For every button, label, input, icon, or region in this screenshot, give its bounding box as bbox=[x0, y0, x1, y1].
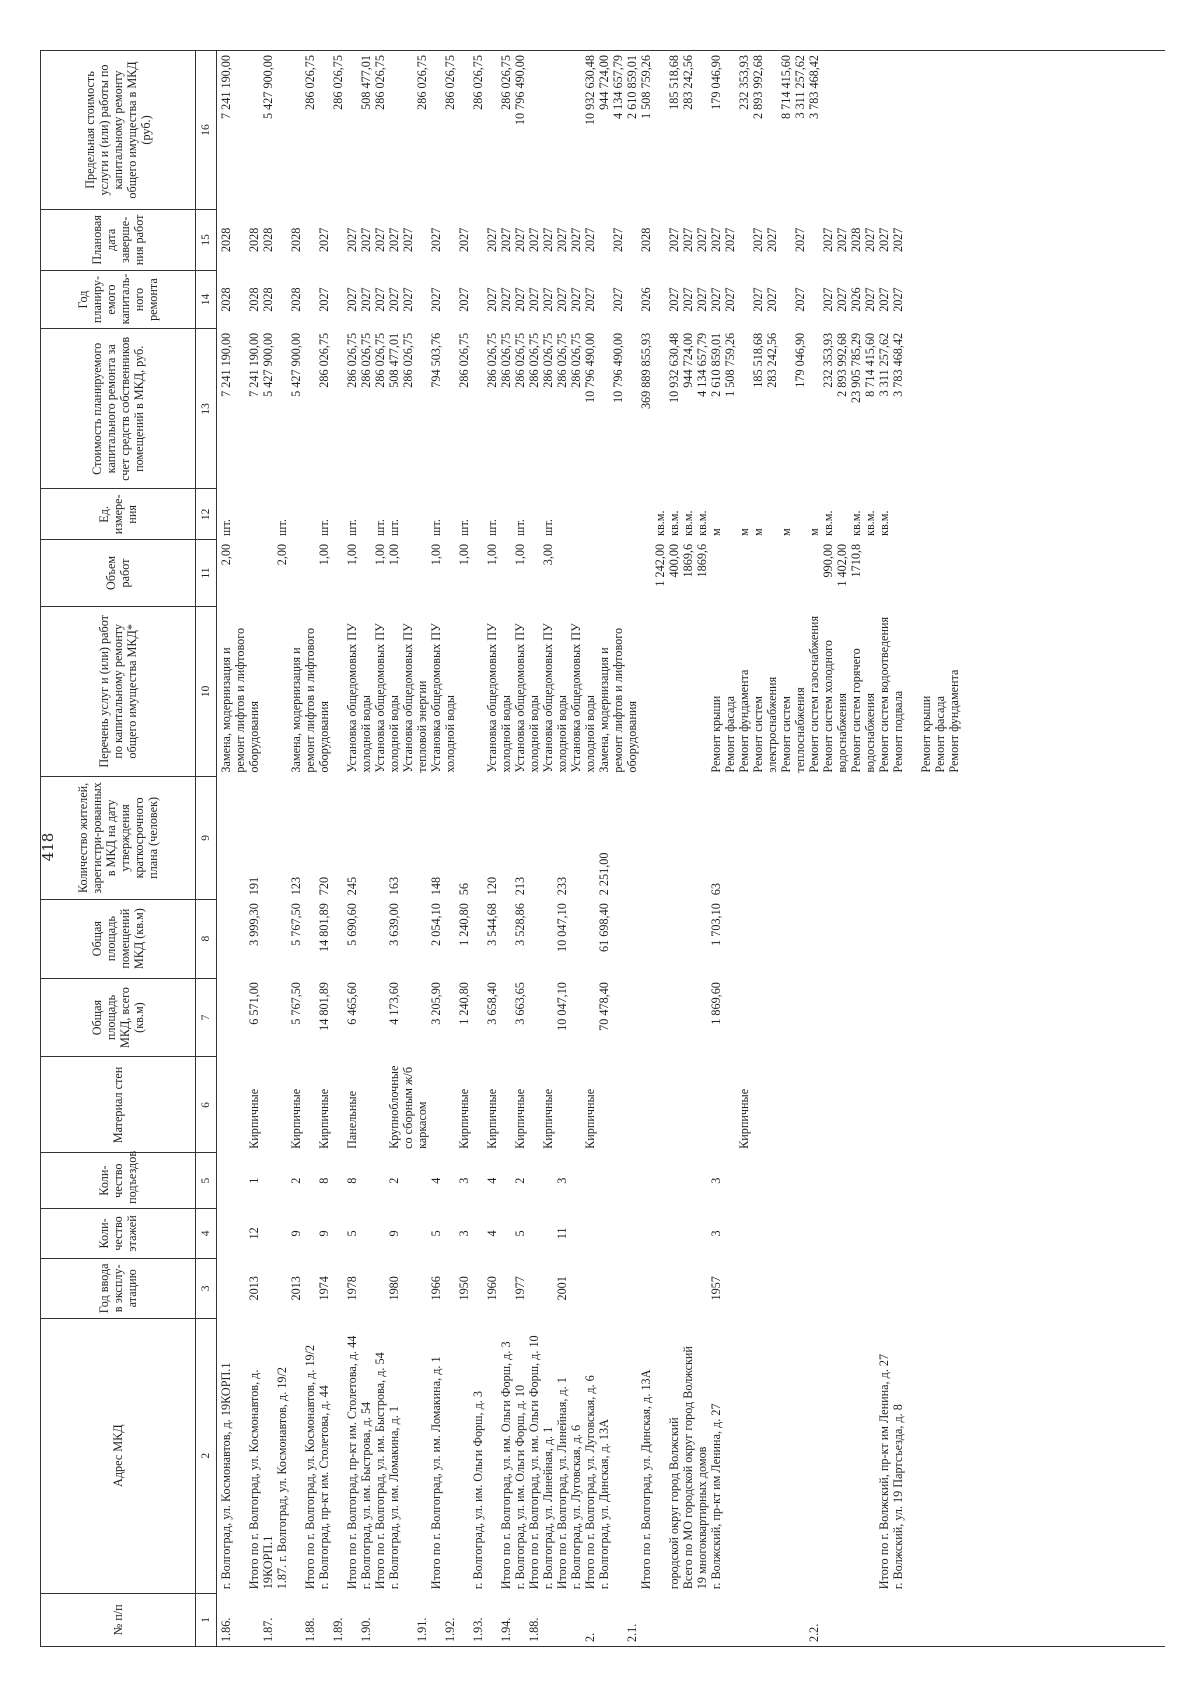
col-header: Коли-чество подъездов bbox=[41, 1153, 196, 1208]
col-header: Адрес МКД bbox=[41, 1318, 196, 1593]
column-number-row bbox=[196, 51, 217, 1647]
col-header: Ед. измере-ния bbox=[41, 489, 196, 540]
col-item-number: 1.86. 1.87. 1.88. 1.89. 1.90. 1.91. 1.92. 1.93. 1.94. 1.88. 2. 2.1. 2.2. bbox=[219, 1617, 821, 1642]
capital-repair-table bbox=[40, 50, 1165, 1647]
table-body-row bbox=[217, 51, 1166, 1647]
col-header: Плановая дата заверше-ния работ bbox=[41, 209, 196, 270]
col-total-area: 6 571,00 5 767,50 14 801,89 6 465,60 4 173,60 3 205,90 1 240,80 3 658,40 3 663,65 10 047,10 70 478,40 1 869,60 bbox=[247, 982, 723, 1031]
col-number: 12 bbox=[196, 489, 217, 540]
col-header: № п/п bbox=[41, 1593, 196, 1646]
col-address: г. Волгоград, ул. Космонавтов, д. 19КОРП.1 Итого по г. Волгоград, ул. Космонавтов, д. 19КОРП.1 1.87. г. Волгоград, ул. Космонавтов, д. 19/2 Итого по г. Волгоград, ул. Космонавтов, д. 19/2 г. Волгоград, пр-кт им. Столетова, д. 44 Итого по г. Волгоград, пр-кт им. Столетова, д. 44 г. Волгоград, ул. им. Быстрова, д. 54 Итого по г. Волгоград, ул. им. Быстрова, д. 54 г. Волгоград, ул. им. Ломакина, д. 1 Итого по г. Волгоград, ул. им. Ломакина, д. 1 г. Волгоград, ул. им. Ольги Форш, д. 3 Итого по г. Волгоград, ул. им. Ольги Форш, д. 3 г. Волгоград, ул. им. Ольги Форш, д. 10 Итого по г. Волгоград, ул. им. Ольги Форш, д. 10 г. Волгоград, ул. Линейная, д. 1 Итого по г. Волгоград, ул. Линейная, д. 1 г. Волгоград, ул. Луговская, д. 6 Итого по г. Волгоград, ул. Луговская, д. 6 г. Волгоград, ул. Динская, д. 13А Итого по г. Волгоград, ул. Динская, д. 13А городской округ город Волжский Всего по МО городской округ город Волжский 19 многоквартирных домов г. Волжский, пр-кт им Ленина, д. 27 Итого по г. Волжский, пр-кт им Ленина, д. 27 г. Волжский, ул. 19 Партсъезда, д. 8 bbox=[219, 1335, 905, 1590]
col-header: Общая площадь МКД, всего (кв.м) bbox=[41, 978, 196, 1057]
col-header: Стоимость планируемого капитального ремонта за счет средств собственников помещений в МКД, руб. bbox=[41, 329, 196, 489]
col-max-cost: 7 241 190,00 5 427 900,00 286 026,75 286 026,75 508 477,01 286 026,75 286 026,75 286 026,75 286 026,75 286 026,75 10 796 490,00 10 932 630,48 944 724,00 4 134 657,79 2 610 859,01 1 508 759,26 185 518,68 283 242,56 179 046,90 232 353,93 2 893 992,68 8 714 415,60 3 311 257,62 3 783 468,42 bbox=[219, 55, 821, 126]
col-number: 11 bbox=[196, 540, 217, 606]
col-number: 14 bbox=[196, 270, 217, 329]
col-completion-date: 2028 2028 2028 2028 2027 2027 2027 2027 2027 2027 2027 2027 2027 2027 2027 2027 2027 2027 2027 2027 2027 2028 2027 2027 2027 2027 2027 2027 2027 2027 2027 2027 2028 2027 2027 2027 bbox=[219, 227, 905, 253]
col-number: 5 bbox=[196, 1153, 217, 1208]
col-header: Год планиру-емого капиталь-ного ремонта bbox=[41, 270, 196, 329]
col-number: 10 bbox=[196, 606, 217, 777]
col-entrances: 1 2 8 8 2 4 3 4 2 3 3 bbox=[247, 1177, 723, 1184]
col-units: шт. шт. шт. шт. шт. шт. шт. шт. шт. шт. шт. кв.м. кв.м. кв.м. кв.м. м м м м м кв.м. кв.м. кв.м. кв.м. bbox=[219, 510, 891, 536]
col-volume: 2,00 2,00 1,00 1,00 1,00 1,00 1,00 1,00 1,00 1,00 3,00 1 242,00 400,00 1869,6 1869,6 990,00 1 402,00 1710,8 bbox=[219, 543, 863, 587]
col-header: Количество жителей, зарегистри-рованных в МКД на дату утверждения краткосрочного плана (человек) bbox=[41, 777, 196, 900]
col-header: Материал стен bbox=[41, 1057, 196, 1153]
col-header: Год ввода в эксплу-атацию bbox=[41, 1258, 196, 1318]
rotated-page bbox=[40, 50, 1165, 1647]
col-premises-area: 3 999,30 5 767,50 14 801,89 5 690,60 3 639,00 2 054,10 1 240,80 3 544,68 3 528,86 10 047,10 61 698,40 1 703,10 bbox=[247, 903, 723, 952]
col-number: 9 bbox=[196, 777, 217, 900]
col-wall-material: Кирпичные Кирпичные Кирпичные Панельные Крупноблочные со сборным ж/б каркасом Кирпичные Кирпичные Кирпичные Кирпичные Кирпичные Кирпичные bbox=[247, 1065, 751, 1149]
col-repair-year: 2028 2028 2028 2028 2027 2027 2027 2027 2027 2027 2027 2027 2027 2027 2027 2027 2027 2027 2027 2027 2027 2026 2027 2027 2027 2027 2027 2027 2027 2027 2027 2027 2026 2027 2027 2027 bbox=[219, 287, 905, 312]
col-number: 2 bbox=[196, 1318, 217, 1593]
col-number: 6 bbox=[196, 1057, 217, 1153]
col-year-built: 2013 2013 1974 1978 1980 1966 1950 1960 1977 2001 1957 bbox=[247, 1276, 723, 1301]
col-number: 3 bbox=[196, 1258, 217, 1318]
page-number: 418 bbox=[39, 832, 57, 862]
col-header: Предельная стоимость услуги и (или) работы по капитальному ремонту общего имущества в МКД (руб.) bbox=[41, 51, 196, 210]
col-number: 15 bbox=[196, 209, 217, 270]
col-number: 4 bbox=[196, 1208, 217, 1258]
col-header: Перечень услуг и (или) работ по капитальному ремонту общего имущества МКД* bbox=[41, 606, 196, 777]
col-number: 1 bbox=[196, 1593, 217, 1646]
col-number: 16 bbox=[196, 51, 217, 210]
col-works-list: Замена, модернизация и ремонт лифтов и лифтового оборудования Замена, модернизация и ремонт лифтов и лифтового оборудования Установка общедомовых ПУ холодной воды Установка общедомовых ПУ холодной воды Установка общедомовых ПУ тепловой энергии Установка общедомовых ПУ холодной воды Установка общедомовых ПУ холодной воды Установка общедомовых ПУ холодной воды Установка общедомовых ПУ холодной воды Установка общедомовых ПУ холодной воды Замена, модернизация и ремонт лифтов и лифтового оборудования Ремонт крыши Ремонт фасада Ремонт фундамента Ремонт систем электроснабжения Ремонт систем теплоснабжения Ремонт систем газоснабжения Ремонт систем холодного водоснабжения Ремонт систем горячего водоснабжения Ремонт систем водоотведения Ремонт подвала Ремонт крыши Ремонт фасада Ремонт фундамента bbox=[219, 615, 961, 773]
col-floors: 12 9 9 5 9 5 3 4 5 11 3 bbox=[247, 1227, 723, 1240]
col-header: Объем работ bbox=[41, 540, 196, 606]
col-number: 13 bbox=[196, 329, 217, 489]
col-header: Общая площадь помещений МКД (кв.м) bbox=[41, 899, 196, 978]
col-cost: 7 241 190,00 7 241 190,00 5 427 900,00 5 427 900,00 286 026,75 286 026,75 286 026,75 286 026,75 508 477,01 286 026,75 794 503,76 286 026,75 286 026,75 286 026,75 286 026,75 286 026,75 286 026,75 286 026,75 286 026,75 10 796 490,00 10 796 490,00 369 889 855,93 10 932 630,48 944 724,00 4 134 657,79 2 610 859,01 1 508 759,26 185 518,68 283 242,56 179 046,90 232 353,93 2 893 992,68 23 905 785,29 8 714 415,60 3 311 257,62 3 783 468,42 bbox=[219, 332, 905, 410]
col-number: 7 bbox=[196, 978, 217, 1057]
col-header: Коли-чество этажей bbox=[41, 1208, 196, 1258]
header-row bbox=[41, 51, 196, 1647]
col-residents: 191 123 720 245 163 148 56 120 213 233 2 251,00 63 bbox=[247, 852, 723, 896]
col-number: 8 bbox=[196, 899, 217, 978]
